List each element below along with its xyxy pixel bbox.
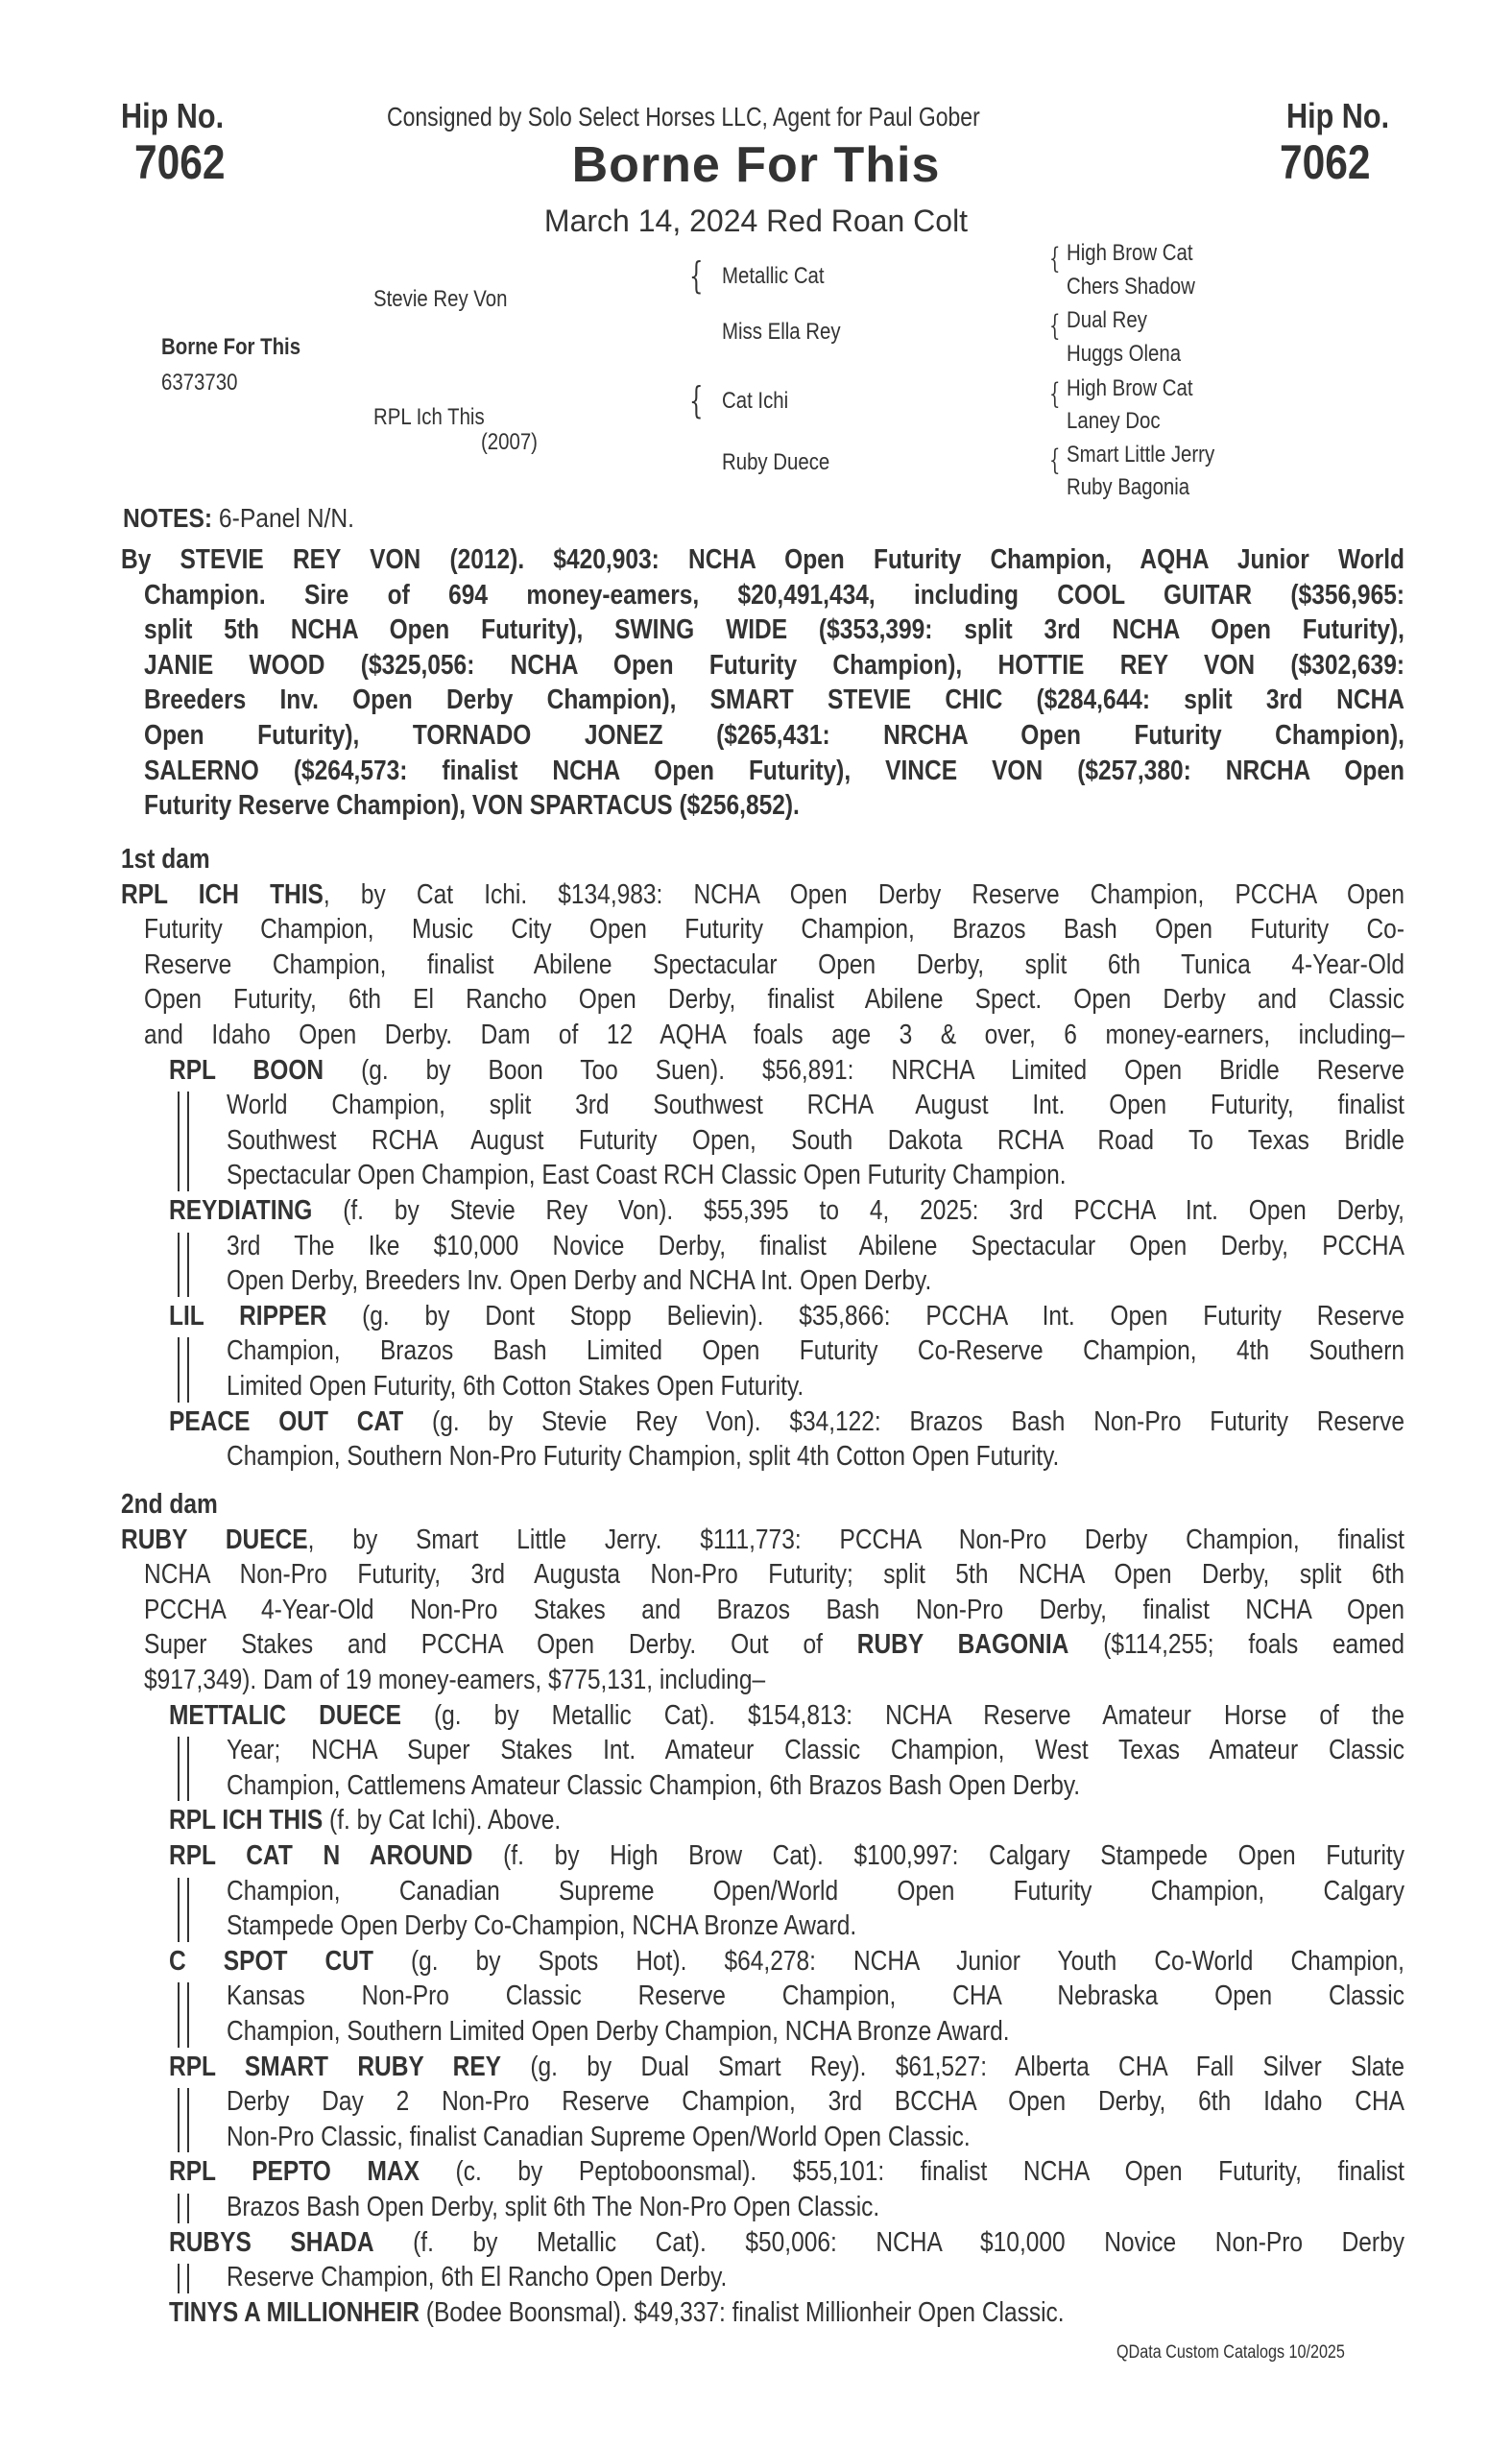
pedigree-gen3 bbox=[1067, 274, 1217, 300]
notes-text: 6-Panel N/N. bbox=[212, 503, 354, 533]
produce-text: Champion, Cattlemens Amateur Classic Champion, 6th Brazos Bash Open Derby. bbox=[227, 1769, 1081, 1801]
produce-line bbox=[169, 1193, 1404, 1228]
brace-icon: { bbox=[1049, 242, 1061, 276]
dam-year-text: (2007) bbox=[481, 429, 538, 455]
sire-summary-line bbox=[144, 578, 1404, 612]
foaling-text: March 14, 2024 Red Roan Colt bbox=[543, 204, 969, 238]
pedigree-gen3 bbox=[1067, 474, 1212, 501]
pedigree-gen3 bbox=[1067, 442, 1240, 468]
produce-line bbox=[227, 2120, 1404, 2154]
produce-line bbox=[169, 2225, 1404, 2260]
registration-number bbox=[161, 370, 251, 396]
produce-text: Champion, Canadian Supreme Open/World Open Futurity Champion, Calgary bbox=[227, 1875, 1404, 1907]
produce-line bbox=[227, 1908, 1404, 1943]
second-dam-line bbox=[144, 1593, 1404, 1627]
notes-label: NOTES: bbox=[123, 503, 213, 533]
second-dam-text: Super Stakes and PCCHA Open Derby. Out of bbox=[144, 1629, 857, 1661]
gen3-name: Dual Rey bbox=[1067, 307, 1147, 333]
produce-line bbox=[227, 1439, 1404, 1474]
second-dam-text: PCCHA 4-Year-Old Non-Pro Stakes and Brazos Bash Non-Pro Derby, finalist NCHA Open bbox=[144, 1594, 1404, 1625]
sire-summary-line bbox=[144, 683, 1404, 717]
third-dam-name: RUBY BAGONIA bbox=[856, 1629, 1069, 1661]
produce-name: RPL SMART RUBY REY bbox=[169, 2051, 502, 2082]
section-heading bbox=[121, 1487, 505, 1522]
sire-summary-text: By STEVIE REY VON (2012). $420,903: NCHA Open Futurity Champion, AQHA Junior World bbox=[121, 544, 1404, 575]
produce-name: RPL PEPTO MAX bbox=[169, 2156, 420, 2188]
produce-line bbox=[169, 1838, 1404, 1873]
registration-text: 6373730 bbox=[161, 370, 238, 396]
produce-text: (g. by Boon Too Suen). $56,891: NRCHA Limited Open Bridle Reserve bbox=[324, 1054, 1404, 1086]
produce-text: (f. by Cat Ichi). Above. bbox=[323, 1805, 562, 1836]
horse-name-text: Borne For This bbox=[571, 137, 941, 193]
produce-text: Kansas Non-Pro Classic Reserve Champion, CHA Nebraska Open Classic bbox=[227, 1980, 1404, 2012]
produce-line bbox=[169, 1404, 1404, 1439]
pedigree-gen3 bbox=[1067, 240, 1215, 267]
sire-summary-line bbox=[144, 718, 1404, 753]
horse-name bbox=[0, 136, 1512, 194]
produce-line bbox=[169, 2295, 1404, 2330]
produce-line bbox=[169, 1698, 1404, 1733]
gen3-name: High Brow Cat bbox=[1067, 240, 1193, 266]
second-dam-line bbox=[144, 1663, 1404, 1697]
continuation-bar bbox=[178, 1233, 189, 1297]
sire-summary-line bbox=[144, 612, 1404, 647]
first-dam-name: RPL ICH THIS bbox=[121, 878, 324, 910]
hip-number-text: 7062 bbox=[1280, 135, 1371, 189]
sire-name: Stevie Rey Von bbox=[373, 286, 508, 312]
produce-line bbox=[227, 2084, 1404, 2119]
produce-line bbox=[169, 2154, 1404, 2189]
brace-icon: { bbox=[689, 379, 704, 421]
brace-icon: { bbox=[1049, 377, 1061, 411]
produce-line bbox=[169, 2050, 1404, 2084]
first-dam-line bbox=[121, 877, 1404, 912]
produce-text: (f. by Stevie Rey Von). $55,395 to 4, 2025: 3rd PCCHA Int. Open Derby, bbox=[312, 1195, 1404, 1226]
hip-label-text: Hip No. bbox=[1286, 96, 1390, 135]
footer-credit bbox=[1116, 2342, 1385, 2364]
produce-text: Stampede Open Derby Co-Champion, NCHA Bronze Award. bbox=[227, 1910, 857, 1942]
produce-text: (g. by Dual Smart Rey). $61,527: Alberta CHA Fall Silver Slate bbox=[501, 2051, 1404, 2082]
first-dam-text: , by Cat Ichi. $134,983: NCHA Open Derby Reserve Champion, PCCHA Open bbox=[323, 878, 1404, 910]
produce-name: LIL RIPPER bbox=[169, 1300, 327, 1332]
hip-label-text: Hip No. bbox=[121, 96, 225, 135]
produce-text: Champion, Brazos Bash Limited Open Futurity Co-Reserve Champion, 4th Southern bbox=[227, 1335, 1404, 1367]
pedigree-dam-sire bbox=[722, 388, 800, 415]
sire-summary-text: Breeders Inv. Open Derby Champion), SMART STEVIE CHIC ($284,644: split 3rd NCHA bbox=[144, 684, 1404, 716]
produce-text: (g. by Stevie Rey Von). $34,122: Brazos Bash Non-Pro Futurity Reserve bbox=[403, 1405, 1404, 1437]
produce-text: (g. by Metallic Cat). $154,813: NCHA Reserve Amateur Horse of the bbox=[400, 1699, 1404, 1731]
produce-text: Non-Pro Classic, finalist Canadian Supreme Open/World Open Classic. bbox=[227, 2121, 971, 2152]
second-dam-text: NCHA Non-Pro Futurity, 3rd Augusta Non-Pro Futurity; split 5th NCHA Open Derby, split 6th bbox=[144, 1559, 1404, 1591]
continuation-bar bbox=[178, 2088, 189, 2152]
produce-line bbox=[227, 1979, 1404, 2013]
pedigree-dam-year bbox=[481, 429, 547, 456]
produce-line bbox=[227, 1369, 1404, 1404]
produce-line bbox=[227, 1874, 1404, 1908]
produce-line bbox=[169, 1053, 1404, 1088]
sire-summary-text: Futurity Reserve Champion), VON SPARTACUS ($256,852). bbox=[144, 790, 800, 822]
pedigree-dam-dam bbox=[722, 449, 849, 476]
gen3-name: High Brow Cat bbox=[1067, 375, 1193, 401]
produce-text: Champion, Southern Non-Pro Futurity Champion, split 4th Cotton Open Futurity. bbox=[227, 1441, 1060, 1473]
second-dam-text: ($114,255; foals eamed bbox=[1068, 1629, 1404, 1661]
produce-line bbox=[227, 2190, 1404, 2224]
sire-summary-line bbox=[144, 648, 1404, 683]
footer-text: QData Custom Catalogs 10/2025 bbox=[1116, 2342, 1345, 2363]
pedigree-gen3 bbox=[1067, 341, 1201, 368]
second-dam-line bbox=[144, 1627, 1404, 1662]
continuation-bar bbox=[178, 2194, 189, 2223]
pedigree-gen3 bbox=[1067, 307, 1162, 334]
first-dam-text: Futurity Champion, Music City Open Futurity Champion, Brazos Bash Open Futurity Co- bbox=[144, 914, 1404, 946]
dam-name: RPL Ich This bbox=[373, 404, 485, 430]
produce-line bbox=[169, 1944, 1404, 1979]
dam-sire-name: Cat Ichi bbox=[722, 388, 789, 414]
produce-text: Brazos Bash Open Derby, split 6th The Non-Pro Open Classic. bbox=[227, 2192, 880, 2222]
produce-text: (f. by High Brow Cat). $100,997: Calgary Stampede Open Futurity bbox=[472, 1840, 1404, 1871]
first-dam-line bbox=[144, 1018, 1404, 1052]
first-dam-text: Open Futurity, 6th El Rancho Open Derby, finalist Abilene Spect. Open Derby and Classic bbox=[144, 984, 1404, 1016]
produce-text: (f. by Metallic Cat). $50,006: NCHA $10,000 Novice Non-Pro Derby bbox=[373, 2226, 1404, 2258]
produce-text: Reserve Champion, 6th El Rancho Open Derby. bbox=[227, 2262, 728, 2293]
hip-label-left bbox=[121, 96, 242, 136]
produce-name: RPL CAT N AROUND bbox=[169, 1840, 473, 1871]
sire-summary-line bbox=[121, 542, 1404, 577]
second-dam-heading: 2nd dam bbox=[121, 1489, 218, 1520]
produce-name: METTALIC DUECE bbox=[169, 1699, 401, 1731]
produce-text: Open Derby, Breeders Inv. Open Derby and NCHA Int. Open Derby. bbox=[227, 1265, 932, 1297]
second-dam-name: RUBY DUECE bbox=[121, 1524, 308, 1555]
gen3-name: Chers Shadow bbox=[1067, 274, 1195, 300]
produce-line bbox=[227, 1263, 1404, 1298]
continuation-bar bbox=[178, 1737, 189, 1801]
sire-summary-text: SALERNO ($264,573: finalist NCHA Open Futurity), VINCE VON ($257,380: NRCHA Open bbox=[144, 755, 1404, 786]
gen3-name: Huggs Olena bbox=[1067, 341, 1182, 367]
produce-text: Champion, Southern Limited Open Derby Champion, NCHA Bronze Award. bbox=[227, 2016, 1010, 2047]
produce-line bbox=[169, 1299, 1404, 1333]
first-dam-heading: 1st dam bbox=[121, 844, 210, 875]
produce-name: REYDIATING bbox=[169, 1195, 313, 1226]
produce-text: (Bodee Boonsmal). $49,337: finalist Millionheir Open Classic. bbox=[419, 2296, 1065, 2328]
pedigree-sire-sire bbox=[722, 263, 842, 290]
produce-name: RPL BOON bbox=[169, 1054, 324, 1086]
sire-summary-text: JANIE WOOD ($325,056: NCHA Open Futurity Champion), HOTTIE REY VON ($302,639: bbox=[144, 649, 1404, 681]
produce-text: Year; NCHA Super Stakes Int. Amateur Classic Champion, West Texas Amateur Classic bbox=[227, 1735, 1404, 1766]
produce-text: 3rd The Ike $10,000 Novice Derby, finalist Abilene Spectacular Open Derby, PCCHA bbox=[227, 1230, 1404, 1261]
produce-text: Limited Open Futurity, 6th Cotton Stakes Open Futurity. bbox=[227, 1371, 804, 1402]
first-dam-text: and Idaho Open Derby. Dam of 12 AQHA foals age 3 & over, 6 money-earners, including– bbox=[144, 1020, 1404, 1050]
produce-name: TINYS A MILLIONHEIR bbox=[169, 2296, 420, 2328]
pedigree-gen3 bbox=[1067, 375, 1215, 402]
produce-text: (g. by Dont Stopp Believin). $35,866: PCCHA Int. Open Futurity Reserve bbox=[326, 1300, 1404, 1332]
hip-number-text: 7062 bbox=[134, 135, 226, 189]
first-dam-line bbox=[144, 948, 1404, 982]
continuation-bar bbox=[178, 1878, 189, 1942]
first-dam-line bbox=[144, 912, 1404, 947]
pedigree-gen3 bbox=[1067, 408, 1177, 435]
produce-line bbox=[227, 1158, 1404, 1192]
produce-line bbox=[227, 1123, 1404, 1158]
sire-summary-text: Open Futurity), TORNADO JONEZ ($265,431: NRCHA Open Futurity Champion), bbox=[144, 720, 1404, 751]
produce-text: (g. by Spots Hot). $64,278: NCHA Junior Youth Co-World Champion, bbox=[372, 1945, 1404, 1977]
sire-summary-line bbox=[144, 788, 1404, 823]
produce-line bbox=[227, 2260, 1404, 2294]
gen3-name: Laney Doc bbox=[1067, 408, 1161, 434]
first-dam-line bbox=[144, 982, 1404, 1017]
pedigree-sire bbox=[373, 286, 531, 313]
second-dam-line bbox=[121, 1523, 1404, 1557]
brace-icon: { bbox=[1049, 309, 1061, 343]
sire-summary-text: Champion. Sire of 694 money-eamers, $20,491,434, including COOL GUITAR ($356,965: bbox=[144, 579, 1404, 611]
produce-text: Derby Day 2 Non-Pro Reserve Champion, 3rd BCCHA Open Derby, 6th Idaho CHA bbox=[227, 2086, 1404, 2118]
sire-sire-name: Metallic Cat bbox=[722, 263, 825, 289]
second-dam-line bbox=[144, 1557, 1404, 1592]
produce-line bbox=[227, 1733, 1404, 1767]
dam-dam-name: Ruby Duece bbox=[722, 449, 830, 475]
produce-name: RUBYS SHADA bbox=[169, 2226, 374, 2258]
produce-name: RPL ICH THIS bbox=[169, 1805, 324, 1836]
subject-name: Borne For This bbox=[161, 334, 301, 360]
continuation-bar bbox=[178, 2264, 189, 2293]
continuation-bar bbox=[178, 1982, 189, 2047]
continuation-bar bbox=[178, 1337, 189, 1402]
foaling-info bbox=[0, 204, 1512, 239]
produce-line bbox=[227, 1229, 1404, 1263]
produce-name: PEACE OUT CAT bbox=[169, 1405, 404, 1437]
gen3-name: Ruby Bagonia bbox=[1067, 474, 1190, 500]
produce-line bbox=[227, 1768, 1404, 1803]
second-dam-text: , by Smart Little Jerry. $111,773: PCCHA Non-Pro Derby Champion, finalist bbox=[307, 1524, 1404, 1555]
produce-text: Southwest RCHA August Futurity Open, South Dakota RCHA Road To Texas Bridle bbox=[227, 1124, 1404, 1156]
produce-text: (c. by Peptoboonsmal). $55,101: finalist NCHA Open Futurity, finalist bbox=[419, 2156, 1404, 2188]
second-dam-text: $917,349). Dam of 19 money-eamers, $775,131, including– bbox=[144, 1665, 766, 1695]
continuation-bar bbox=[178, 1092, 189, 1191]
first-dam-text: Reserve Champion, finalist Abilene Spectacular Open Derby, split 6th Tunica 4-Year-Old bbox=[144, 948, 1404, 980]
consignor bbox=[387, 102, 1110, 132]
produce-text: World Champion, split 3rd Southwest RCHA August Int. Open Futurity, finalist bbox=[227, 1090, 1404, 1121]
notes bbox=[123, 503, 386, 534]
brace-icon: { bbox=[689, 254, 704, 297]
produce-name: C SPOT CUT bbox=[169, 1945, 373, 1977]
brace-icon: { bbox=[1049, 444, 1061, 477]
sire-dam-name: Miss Ella Rey bbox=[722, 319, 841, 345]
consignor-text: Consigned by Solo Select Horses LLC, Agent for Paul Gober bbox=[387, 102, 980, 132]
hip-label-right bbox=[1286, 96, 1407, 136]
pedigree-subject bbox=[161, 334, 325, 361]
produce-line bbox=[169, 1803, 1404, 1837]
sire-summary-text: split 5th NCHA Open Futurity), SWING WIDE ($353,399: split 3rd NCHA Open Futurity), bbox=[144, 614, 1404, 646]
gen3-name: Smart Little Jerry bbox=[1067, 442, 1215, 468]
produce-line bbox=[227, 2014, 1404, 2049]
pedigree-sire-dam bbox=[722, 319, 861, 346]
produce-line bbox=[227, 1333, 1404, 1368]
produce-line bbox=[227, 1088, 1404, 1122]
section-heading bbox=[121, 842, 505, 876]
produce-text: Spectacular Open Champion, East Coast RCH Classic Open Futurity Champion. bbox=[227, 1160, 1067, 1191]
sire-summary-line bbox=[144, 754, 1404, 788]
pedigree-dam bbox=[373, 404, 504, 431]
